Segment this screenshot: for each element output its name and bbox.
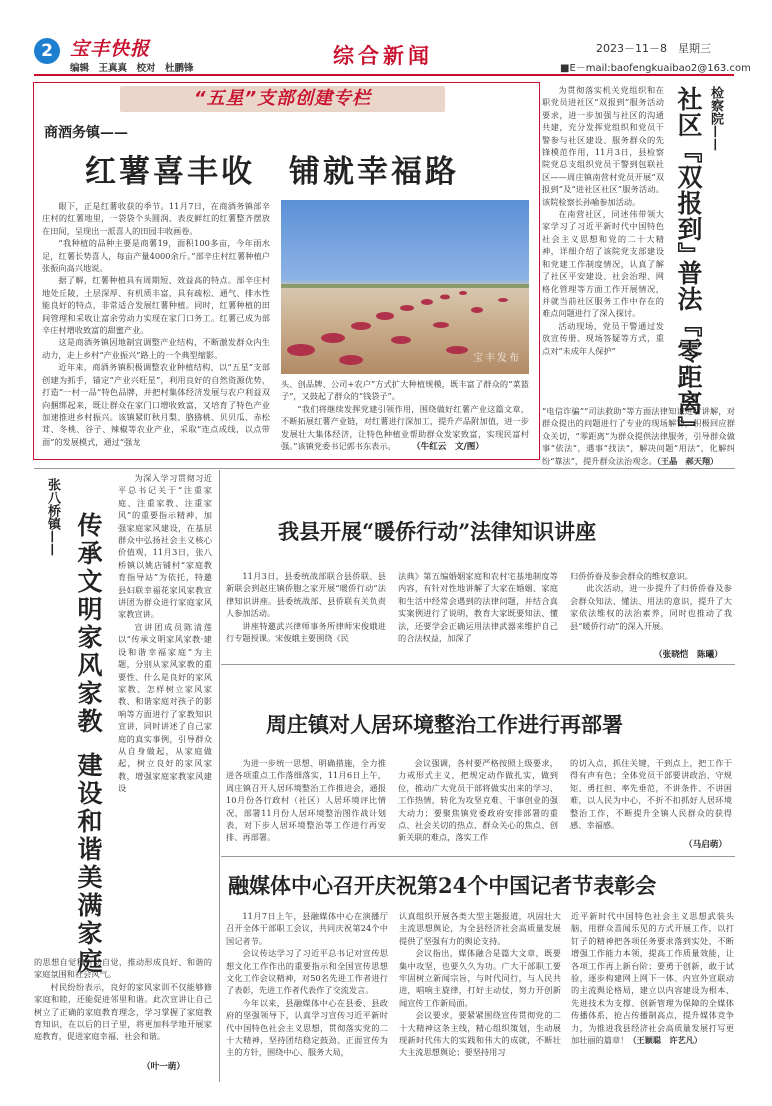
paragraph: 今年以来，县融媒体中心在县委、县政府的坚强领导下，认真学习宣传习近平新时代中国特色社会主义思想，贯彻落实党的二十大精神，坚持团结稳定鼓劲、正面宣传为主的方针，围绕中心、服务大局， bbox=[226, 997, 388, 1058]
jcy-credit: （王晶 郝天翔） bbox=[656, 455, 719, 466]
feature-kicker: 商酒务镇—— bbox=[44, 125, 128, 141]
zz-col3 bbox=[570, 757, 732, 831]
paragraph: 近年来，商酒务镇积极调整农业种植结构，以“五星”支部创建为抓手，锚定“产业兴旺星”，利用良好的自然资源优势，打造“一村一品”特色品牌，并把村集体经济发展与农户利益双向捆绑起来，既让群众在家门口增收致富，又培育了特色产业加速推进乡村振兴。该镇紧盯秋月梨、胳猕桃、贝贝瓜、赤松茸、冬桃、谷子、辣椒等农业产业，采取“连点成线，以点带面”的发展模式，通过“强龙 bbox=[42, 362, 270, 447]
zz-col2 bbox=[398, 757, 558, 844]
feature-col1 bbox=[42, 200, 270, 448]
zbq-headline2: 建设和谐美满家庭 bbox=[74, 752, 103, 976]
nq-col3 bbox=[570, 570, 732, 632]
paragraph: “我们将继续发挥党建引领作用，围绕做好红薯产业这篇文章，不断拓展红薯产业链，对红薯进行深加工，提升产品附加值，进一步发展壮大集体经济，让特色种植业帮助群众发家致富，实现民富村强。”该镇党委书记郭书东表示。 bbox=[281, 403, 529, 452]
rm-col3 bbox=[571, 910, 734, 1046]
zbq-side-text bbox=[118, 472, 212, 795]
paragraph: 为贯彻落实机关党组织和在职党员进社区“双报到”服务活动要求，进一步加强与社区的沟通共建，充分发挥党组织和党员干警参与社区建设、服务群众的先锋模范作用，11月3日，县检察院党总支组织党员干警到包联社区——周庄镇南营村党员开展“双报到”及“进社区社区”服务活动。该院检察长孙喻参加活动。 bbox=[542, 85, 664, 207]
email-line: ■E－mail:baofengkuaibao2@163.com bbox=[560, 63, 751, 74]
zbq-bottom-text bbox=[34, 956, 212, 1043]
zbq-kicker: 张八桥镇—— bbox=[45, 478, 60, 556]
header-rule bbox=[34, 74, 734, 76]
zbq-headline1: 传承文明家风家教 bbox=[74, 512, 103, 736]
paragraph: 据了解，红薯种植具有周期短、效益高的特点。部辛庄村地处丘陵，土层深厚、有机质丰富，具有疏松、通气、排水性能良好的特点，非常适合发展红薯种植。同时，红薯种植的田间管理和采收让富余劳动力实现在家门口务工。红薯已成为部辛庄村增收致富的甜蜜产业。 bbox=[42, 275, 270, 336]
paragraph: 的思想自觉和行动自觉，推动形成良好、和谐的家庭氛围和社会风气。 bbox=[34, 957, 212, 980]
email-text: E－mail:baofengkuaibao2@163.com bbox=[569, 63, 751, 74]
photo-watermark: 宝丰发布 bbox=[473, 353, 521, 364]
paragraph: 11月3日，县委统战部联合县侨联、县新联会到赵庄镇侨胞之家开展“暖侨行动”法律知识讲座。县委统战部、县侨联有关负责人参加活动。 bbox=[226, 571, 386, 619]
paper-name: 宝丰快报 bbox=[70, 38, 151, 60]
paragraph: “我种植的品种主要是商薯19，面积100多亩，今年雨水足，红薯长势喜人，每亩产量4000余斤。”部辛庄村红薯种植户张振向高兴地说。 bbox=[42, 238, 270, 274]
feature-banner bbox=[120, 86, 445, 112]
paragraph: 会议指出，媒体融合是篇大文章，既要集中攻坚，也要久久为功。广大干部职工要牢固树立新闻宗旨，与时代同行，与人民共进，唱响主旋律，打好主动仗，努力开创新闻宣传工作新局面。 bbox=[399, 948, 561, 1008]
paragraph: 11月7日上午，县融媒体中心在演播厅召开全体干部职工会议，共同庆祝第24个中国记者节。 bbox=[226, 911, 388, 946]
jcy-headline1: 社区『双报到』 bbox=[674, 86, 703, 268]
zz-headline: 周庄镇对人居环境整治工作进行再部署 bbox=[266, 712, 623, 737]
paragraph: 归侨侨眷及参会群众的维权意识。 bbox=[570, 571, 693, 581]
paragraph: 为深入学习贯彻习近平总书记关于“注重家庭、注重家教、注重家风”的重要指示精神，加强家庭家风建设，在基层群众中弘扬社会主义核心价值观，11月3日，张八桥镇以姚店铺村“家庭教育指导站”为依托，特邀县妇联幸福花家风家教宣讲团为群众进行家庭家风家教宣讲。 bbox=[118, 473, 212, 620]
paragraph: 法典》第五编婚姻家庭和农村宅基地制度等内容，有针对性地讲解了大家在婚姻、家庭和生活中经常会遇到的法律问题，并结合真实案例进行了说明，教育大家既要知法、懂法，还要学会正确运用法律武器来维护自己的合法权益，加深了 bbox=[398, 571, 558, 644]
jcy-body-bottom-text: “电信诈骗”“司法救助”等方面法律知识进行讲解，对群众提出的问题进行了专业的现场解答，积极回应群众关切，“零距离”为群众提供法律服务，引导群众做事“依法”，遇事“找法”，解决问题“用法”，化解纠纷“靠法”，提升群众法治观念。 bbox=[542, 406, 735, 466]
paragraph: 会议强调，各村要严格按照上级要求，力戒形式主义，把规定动作做扎实，做到位，推动广大党员干部将做实出来的学习、工作热情，转化为攻坚克难、干事创业的强大动力；要聚焦镇党委政府安排部署的重点、社会关切的热点、群众关心的焦点、创新关联的难点，落实工作 bbox=[398, 758, 558, 843]
paragraph: 在南营社区，同述伟带领大家学习了习近平新时代中国特色社会主义思想和党的二十大精神，详细介绍了该院党支部建设和党建工作制度情况，认真了解了社区平安建设、社会治理、网格化管理等方面工作开展情况，并就当前社区服务工作中存在的难点问题进行了深入探讨。 bbox=[542, 209, 664, 319]
rm-credit: （王颖聪 许艺凡） bbox=[628, 1035, 703, 1046]
rm-headline: 融媒体中心召开庆祝第24个中国记者节表彰会 bbox=[228, 873, 657, 898]
jcy-kicker: 检察院—— bbox=[708, 86, 723, 151]
divider bbox=[221, 664, 735, 665]
section-title: 综合新闻 bbox=[333, 44, 433, 68]
paragraph: 会议要求，要紧紧围绕宣传贯彻党的二十大精神这条主线，精心组织策划，生动展现新时代伟大的实践和伟大的成就，不断壮大主流思想舆论；要坚持用习 bbox=[399, 1010, 561, 1058]
paragraph: 讲座特邀武兴律师事务所律师宋俊娥进行专题授课。宋俊娥主要围绕《民 bbox=[226, 620, 386, 644]
paragraph: 此次活动，进一步提升了归侨侨眷及参会群众知法、懂法、用法的意识，提升了大家依法维权的法治素养，同时也推动了我县“暖侨行动”的深入开展。 bbox=[570, 583, 732, 631]
paragraph: 这是商酒务镇因地制宜调整产业结构，不断激发群众内生动力，走上乡村“产业振兴”路上的一个典型缩影。 bbox=[42, 337, 270, 360]
paragraph bbox=[542, 405, 735, 467]
paragraph: 会议传达学习了习近平总书记对宣传思想文化工作作出的重要指示和全国宣传思想文化工作会议精神，对50名先进工作者进行了表彰，先进工作者代表作了交流发言。 bbox=[226, 948, 388, 996]
jcy-body-bottom bbox=[542, 405, 735, 467]
issue-date: 2023－11－8 星期三 bbox=[596, 42, 711, 55]
feature-col2 bbox=[281, 378, 529, 452]
paragraph: 眼下，正是红薯收获的季节。11月7日，在商酒务镇部辛庄村的红薯地里，一袋袋个头圆润、表皮鲜红的红薯整齐摆放在田间，呈现出一派喜人的田园丰收画卷。 bbox=[42, 201, 270, 236]
paragraph bbox=[571, 910, 734, 1046]
field-drawing bbox=[281, 200, 529, 374]
rm-col2 bbox=[399, 910, 561, 1059]
paragraph: 的切入点，抓住关键，干到点上，把工作干得有声有色；全体党员干部要讲政治、守规矩、勇扛担、率先垂范，不讲条件、不讲困难，以人民为中心，不折不扣抓好人居环境整治工作，不断提升全镇人民群众的获得感、幸福感。 bbox=[570, 758, 732, 831]
divider bbox=[221, 856, 735, 857]
nq-col2 bbox=[398, 570, 558, 644]
rm-col1 bbox=[226, 910, 388, 1059]
zz-credit: （马启萌） bbox=[684, 840, 727, 850]
nq-col1 bbox=[226, 570, 386, 644]
rm-col3-text: 近平新时代中国特色社会主义思想武装头脑，用群众喜闻乐见的方式开展工作，以打钉子的精神把各项任务要求落到实处，不断增强工作能力本领，提高工作质量效能，让各项工作再上新台阶；要勇于创新，敢于试验，逐步构建网上网下一体、内宣外宣联动的主流舆论格局，建立以内容建设为根本、先进技术为支撑、创新管理为保障的全媒体传播体系，抢占传播制高点，提升媒体竞争力，为推进我县经济社会高质量发展打写更加壮丽的篇章！ bbox=[571, 911, 734, 1046]
divider bbox=[34, 468, 735, 469]
paragraph: 村民纷纷表示，良好的家风家训不仅能够修家庭和睦，还能促进邻里和谐。此次宣讲让自己树立了正确的家庭教育理念，学习掌握了家庭教育知识，在以后的日子里，将更加科学地开展家庭教育，促进家庭幸福、社会和谐。 bbox=[34, 981, 212, 1042]
paragraph: 宣讲团成员陈清莲以“传承文明家风家教·建设和谐幸福家庭”为主题，分别从家风家教的重要性、什么是良好的家风家教、怎样树立家风家教、和谐家庭对孩子的影响等方面进行了家教知识宣讲，同时讲述了自己家庭的真实事例，引导群众从自身做起，从家庭做起，树立良好的家风家教，增强家庭家教家风建设 bbox=[118, 621, 212, 794]
staff-line: 编辑 王真真 校对 杜鹏锋 bbox=[70, 63, 194, 74]
feature-headline: 红薯喜丰收 铺就幸福路 bbox=[85, 154, 459, 190]
sweet-potato-field-photo bbox=[281, 200, 529, 374]
zbq-credit: （叶一萌） bbox=[142, 1062, 185, 1072]
zz-col1 bbox=[226, 757, 386, 844]
page-number-badge: 2 bbox=[34, 38, 60, 64]
paragraph: 头、创品牌、公司+农户”方式扩大种植规模，既丰富了群众的“菜篮子”，又鼓起了群众的“钱袋子”。 bbox=[281, 379, 529, 402]
paragraph: 活动现场，党员干警通过发放宣传册、现场答疑等方式，重点对“未成年人保护” bbox=[542, 320, 664, 356]
column-divider bbox=[219, 470, 220, 1082]
paragraph: 认真组织开展各类大型主题报道，巩固壮大主流思想舆论，为全县经济社会高质量发展提供了坚强有力的舆论支持。 bbox=[399, 911, 561, 946]
paragraph: 为进一步统一思想、明确措施，全力推进各项重点工作落细落实，11月6日上午，周庄镇召开人居环境整治工作推进会，通报10月份各行政村（社区）人居环境评比情况，部署11月份人居环境整治图作战计划表，对下步人居环境整治等工作进行再安排、再部署。 bbox=[226, 758, 386, 843]
jcy-headline2: 普法『零距离』 bbox=[674, 260, 703, 442]
nq-credit: （张晓恺 陈曦） bbox=[654, 650, 723, 660]
nq-headline: 我县开展“暖侨行动”法律知识讲座 bbox=[278, 519, 597, 544]
feature-credit: （牛红云 文/图） bbox=[412, 442, 484, 452]
feature-banner-text: “五星”支部创建专栏 bbox=[193, 88, 372, 109]
jcy-body-top bbox=[542, 84, 664, 357]
